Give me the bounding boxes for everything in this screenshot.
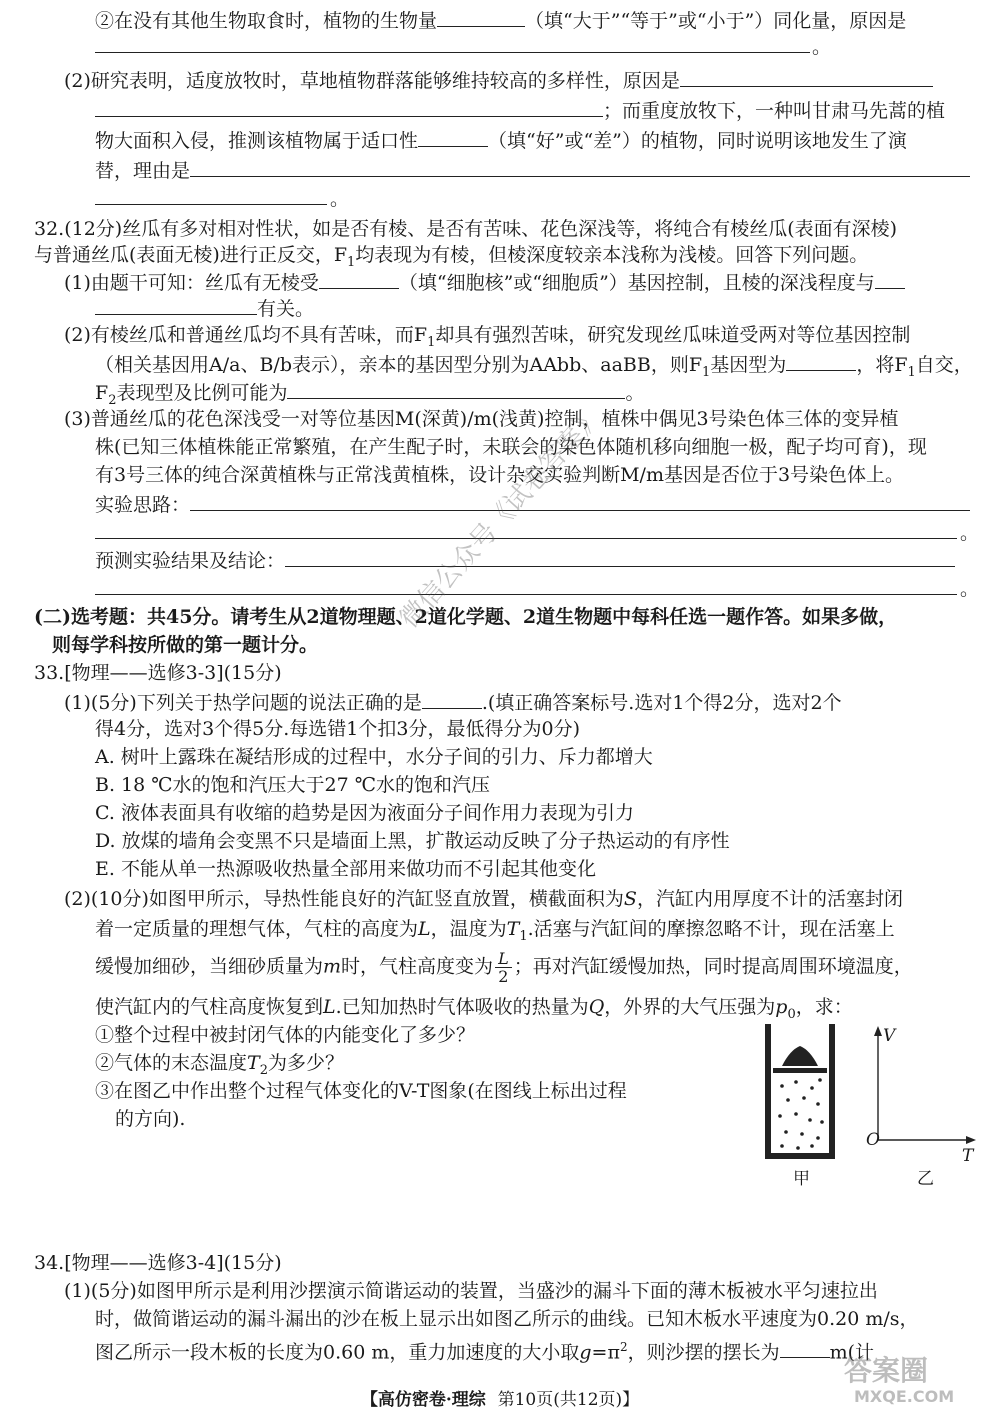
q33-p2-line1	[64, 886, 903, 912]
q33-p1-line1	[64, 688, 842, 716]
text: F	[95, 382, 109, 404]
period: 。	[330, 188, 350, 210]
answer-blank[interactable]	[680, 66, 933, 87]
q34-title: 34.[物理——选修3-4](15分)	[34, 1252, 282, 1274]
section-heading-cont: 则每学科按所做的第一题计分。	[52, 634, 319, 656]
answer-blank[interactable]	[319, 268, 399, 289]
q31-s2-line2	[95, 96, 945, 124]
var: g	[579, 1341, 592, 1364]
text: .已知加热时气体吸收的热量为	[335, 996, 589, 1018]
text: m(计	[829, 1341, 875, 1364]
answer-blank[interactable]	[418, 126, 488, 147]
text: ，则沙摆的摆长为	[627, 1341, 780, 1364]
subscript: 2	[259, 1062, 268, 1078]
text: 却具有强烈苦味，研究发现丝瓜味道受两对等位基因控制	[435, 324, 911, 346]
text: 使汽缸内的气柱高度恢复到	[95, 996, 324, 1018]
var: T	[506, 918, 520, 940]
var: Q	[588, 996, 605, 1018]
var: m	[323, 955, 342, 978]
text: .(填正确答案标号.选对1个得2分，选对2个	[481, 692, 842, 714]
text: （填“好”或“差”）的植物，同时说明该地发生了演	[488, 130, 907, 152]
q34-line1: (1)(5分)如图甲所示是利用沙摆演示简谐运动的装置，当盛沙的漏斗下面的薄木板被水平匀速拉出	[64, 1280, 878, 1302]
subscript: 1	[907, 364, 916, 380]
text: ，求：	[795, 996, 853, 1018]
text: (1)(5分)下列关于热学问题的说法正确的是	[64, 692, 422, 714]
text: 物大面积入侵，推测该植物属于适口性	[95, 130, 419, 152]
q32-s1-line1	[64, 268, 905, 296]
text: ，外界的大气压强为	[604, 996, 776, 1018]
text: (2)有棱丝瓜和普通丝瓜均不具有苦味，而F	[64, 324, 428, 346]
axis-t-label: T	[962, 1146, 974, 1166]
numerator: L	[495, 950, 512, 968]
option-e: E. 不能从单一热源吸收热量全部用来做功而不引起其他变化	[95, 858, 596, 880]
text: 与普通丝瓜(表面无棱)进行正反交，F	[34, 244, 348, 266]
option-a: A. 树叶上露珠在凝结形成的过程中，水分子间的引力、斥力都增大	[95, 746, 653, 768]
denominator: 2	[498, 967, 509, 986]
q33-question-1: ①整个过程中被封闭气体的内能变化了多少？	[95, 1024, 476, 1046]
text: (2)(10分)如图甲所示，导热性能良好的汽缸竖直放置，横截面积为	[64, 888, 624, 910]
answer-blank[interactable]	[287, 378, 625, 399]
answer-blank[interactable]	[786, 350, 856, 371]
q32-s3-line2: 株(已知三体植株能正常繁殖，在产生配子时，未联会的染色体随机移向细胞一极，配子均可育)，现	[95, 436, 927, 458]
text: 图乙所示一段木板的长度为0.60 m，重力加速度的大小取	[95, 1341, 580, 1364]
period: 。	[960, 522, 980, 544]
site-logo	[840, 1348, 980, 1408]
q32-s3-line1: (3)普通丝瓜的花色深浅受一对等位基因M(深黄)/m(浅黄)控制，植株中偶见3号染色体三体的变异植	[64, 408, 899, 430]
var: S	[623, 888, 637, 910]
q34-line3	[95, 1334, 874, 1365]
subscript: 0	[787, 1006, 796, 1022]
answer-line[interactable]	[95, 52, 810, 53]
axis-origin-label: O	[866, 1130, 880, 1150]
text: =π	[591, 1341, 620, 1364]
text: ②气体的末态温度	[95, 1052, 248, 1074]
footer-title: 【高仿密卷·理综	[360, 1390, 486, 1410]
cylinder-figure	[768, 1024, 832, 1156]
text: ，将F	[856, 354, 908, 376]
answer-blank[interactable]	[95, 96, 603, 117]
text: 预测实验结果及结论：	[95, 550, 286, 572]
text: （填“细胞核”或“细胞质”）基因控制，且棱的深浅程度与	[398, 272, 875, 294]
q33-p2-line2	[95, 916, 895, 950]
q32-s3-line3: 有3号三体的纯合深黄植株与正常浅黄植株，设计杂交实验判断M/m基因是否位于3号染色体上。	[95, 464, 905, 486]
figure-jia-label: 甲	[793, 1169, 810, 1189]
figures-jia-yi	[760, 1020, 980, 1185]
watermark: 微信公众号《试卷答案》	[394, 401, 609, 635]
text: 。	[625, 382, 645, 404]
q32-s3-line5	[95, 546, 955, 574]
axis-v-label: V	[883, 1026, 896, 1046]
var: L	[418, 918, 431, 940]
answer-blank[interactable]	[422, 688, 482, 709]
footer-page-number: 第10页(共12页)】	[497, 1390, 640, 1410]
subscript: 1	[702, 364, 711, 380]
q33-question-3-cont: 的方向).	[115, 1108, 186, 1130]
option-c: C. 液体表面具有收缩的趋势是因为液面分子间作用力表现为引力	[95, 802, 634, 824]
svg-text:答案圈: 答案圈	[844, 1354, 929, 1387]
text: 时，气柱高度变为	[341, 955, 494, 978]
text: 为多少？	[267, 1052, 344, 1074]
subscript: 1	[519, 928, 528, 944]
var: L	[323, 996, 336, 1018]
q31-s2-line1	[64, 66, 933, 94]
text: 缓慢加细砂，当细砂质量为	[95, 955, 324, 978]
text: ，汽缸内用厚度不计的活塞封闭	[636, 888, 903, 910]
period: 。	[812, 36, 832, 58]
text: （填“大于”“等于”或“小于”）同化量，原因是	[525, 10, 907, 32]
subscript: 2	[108, 392, 117, 408]
q31-s2-line3	[95, 126, 907, 154]
subscript: 1	[427, 334, 436, 350]
svg-text:MXQE.COM: MXQE.COM	[854, 1387, 955, 1406]
var: T	[247, 1052, 260, 1074]
text: (1)由题干可知：丝瓜有无棱受	[64, 272, 319, 294]
q32-s1-line2	[95, 294, 314, 322]
q34-line2: 时，做简谐运动的漏斗漏出的沙在板上显示出如图乙所示的曲线。已知木板水平速度为0.20 m/s，	[95, 1308, 919, 1330]
text: 实验思路：	[95, 494, 191, 516]
superscript: 2	[619, 1340, 628, 1354]
q31-part2-line	[95, 6, 906, 34]
text: ；再对汽缸缓慢加热，同时提高周围环境温度，	[513, 955, 913, 978]
q33-question-3: ③在图乙中作出整个过程气体变化的V-T图象(在图线上标出过程	[95, 1080, 627, 1102]
subscript: 1	[347, 254, 356, 270]
q33-title: 33.[物理——选修3-3](15分)	[34, 662, 282, 684]
q33-p2-line3	[95, 950, 913, 985]
text: 替，理由是	[95, 160, 191, 182]
section-heading: (二)选考题：共45分。请考生从2道物理题、2道化学题、2道生物题中每科任选一题作答。如果多做，	[34, 606, 898, 628]
text: .活塞与汽缸间的摩擦忽略不计，现在活塞上	[527, 918, 895, 940]
text: ，温度为	[430, 918, 507, 940]
option-b: B. 18 ℃水的饱和汽压大于27 ℃水的饱和汽压	[95, 774, 490, 796]
text: 基因型为	[710, 354, 787, 376]
text: 着一定质量的理想气体，气柱的高度为	[95, 918, 419, 940]
answer-blank[interactable]	[95, 294, 257, 315]
option-d: D. 放煤的墙角会变黑不只是墙面上黑，扩散运动反映了分子热运动的有序性	[95, 830, 730, 852]
answer-line[interactable]	[95, 594, 957, 595]
var: p	[775, 996, 788, 1018]
q33-p1-line2: 得4分，选对3个得5分.每选错1个扣3分，最低得分为0分)	[95, 718, 580, 740]
text: 有关。	[257, 298, 315, 320]
answer-line[interactable]	[95, 204, 327, 205]
fraction-l-over-2	[495, 950, 512, 985]
text: 表现型及比例可能为	[116, 382, 288, 404]
answer-blank[interactable]	[190, 490, 970, 511]
answer-blank[interactable]	[875, 268, 905, 289]
answer-blank[interactable]	[285, 546, 955, 567]
q31-s2-line4	[95, 156, 970, 184]
text: 均表现为有棱，但棱深度较亲本浅称为浅棱。回答下列问题。	[355, 244, 869, 266]
answer-blank[interactable]	[190, 156, 970, 177]
text: (2)研究表明，适度放牧时，草地植物群落能够维持较高的多样性，原因是	[64, 70, 680, 92]
text: ；而重度放牧下，一种叫甘肃马先蒿的植	[603, 100, 946, 122]
period: 。	[960, 578, 980, 600]
answer-blank[interactable]	[437, 6, 525, 27]
text: 自交，	[915, 354, 973, 376]
text: ②在没有其他生物取食时，植物的生物量	[95, 10, 438, 32]
figure-yi-label: 乙	[917, 1169, 934, 1189]
answer-line[interactable]	[95, 538, 957, 539]
q32-stem-line1: 32.(12分)丝瓜有多对相对性状，如是否有棱、是否有苦味、花色深浅等，将纯合有棱丝瓜(表面有深棱)	[34, 218, 898, 240]
answer-blank[interactable]	[780, 1337, 830, 1358]
text: （相关基因用A/a、B/b表示），亲本的基因型分别为AAbb、aaBB，则F	[95, 354, 703, 376]
